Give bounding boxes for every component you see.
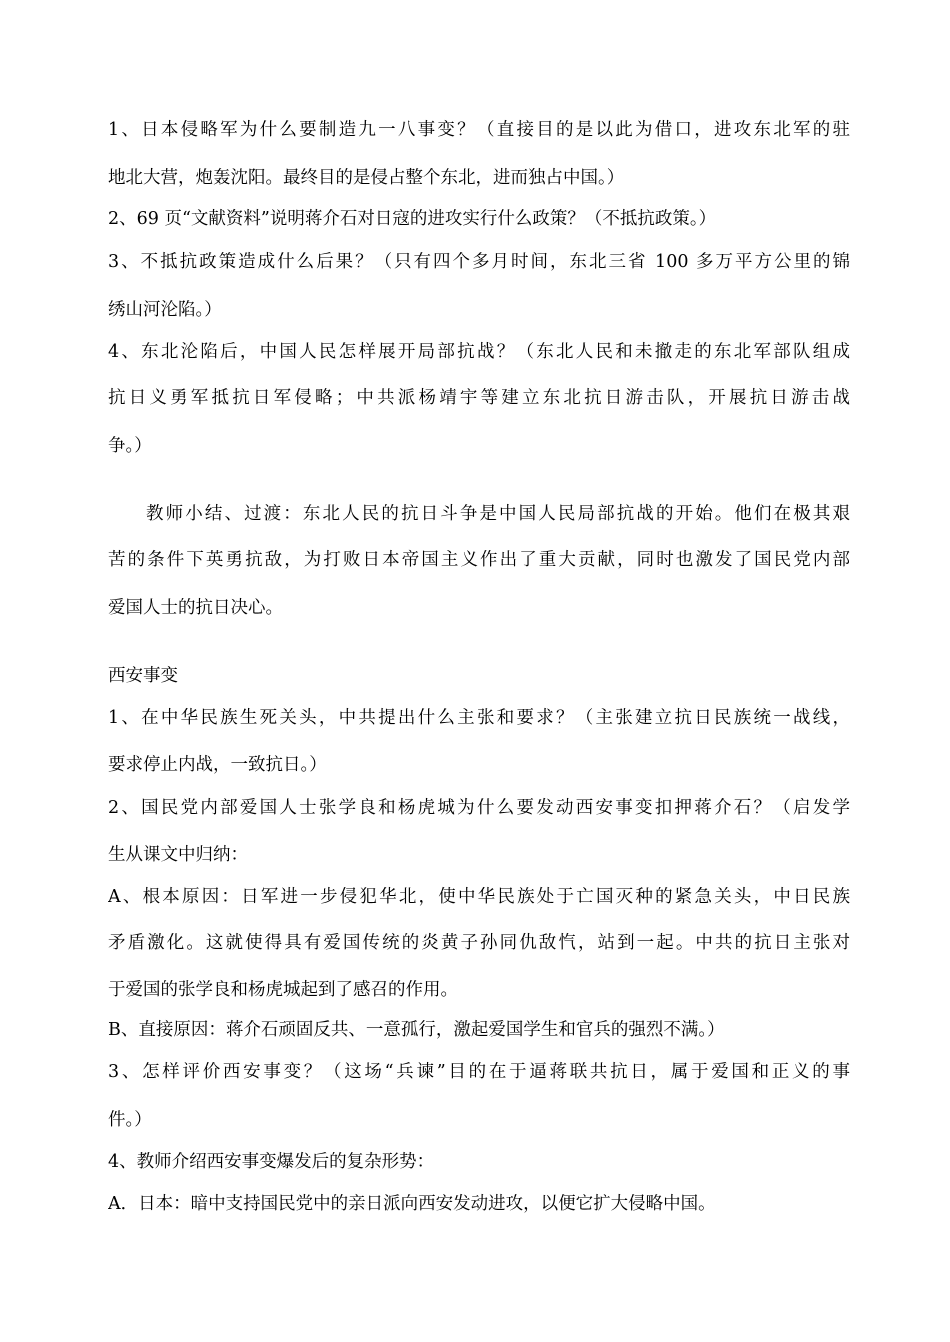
x-q2-line-1: 2、国民党内部爱国人士张学良和杨虎城为什么要发动西安事变扣押蒋介石？（启发学 <box>108 798 850 818</box>
q4-line-1: 4、东北沦陷后，中国人民怎样展开局部抗战？（东北人民和未撤走的东北军部队组成 <box>108 342 850 362</box>
x-q3-line-2: 件。） <box>108 1110 152 1130</box>
q4-line-3: 争。） <box>108 436 152 456</box>
x-q4-a-line-1: A．日本：暗中支持国民党中的亲日派向西安发动进攻，以便它扩大侵略中国。 <box>108 1194 716 1214</box>
x-q4-line-1: 4、教师介绍西安事变爆发后的复杂形势： <box>108 1152 435 1172</box>
x-q3-line-1: 3、怎样评价西安事变？（这场“兵谏”目的在于逼蒋联共抗日，属于爱国和正义的事 <box>108 1062 850 1082</box>
q1-line-2: 地北大营，炮轰沈阳。最终目的是侵占整个东北，进而独占中国。） <box>108 168 625 188</box>
x-q1-line-2: 要求停止内战，一致抗日。） <box>108 755 327 775</box>
q2-line-1: 2、69 页“文献资料”说明蒋介石对日寇的进攻实行什么政策？（不抵抗政策。） <box>108 209 717 229</box>
q3-line-1: 3、不抵抗政策造成什么后果？（只有四个多月时间，东北三省 100 多万平方公里的锦 <box>108 252 850 272</box>
q1-line-1: 1、日本侵略军为什么要制造九一八事变？（直接目的是以此为借口，进攻东北军的驻 <box>108 120 850 140</box>
x-q2-a-line-3: 于爱国的张学良和杨虎城起到了感召的作用。 <box>108 980 458 1000</box>
q4-line-2: 抗日义勇军抵抗日军侵略；中共派杨靖宇等建立东北抗日游击队，开展抗日游击战 <box>108 388 850 408</box>
x-q2-line-2: 生从课文中归纳： <box>108 845 248 865</box>
summary-line-2: 苦的条件下英勇抗敌，为打败日本帝国主义作出了重大贡献，同时也激发了国民党内部 <box>108 550 850 570</box>
section-heading: 西安事变 <box>108 666 178 686</box>
summary-line-3: 爱国人士的抗日决心。 <box>108 598 283 618</box>
x-q2-a-line-1: A、根本原因：日军进一步侵犯华北，使中华民族处于亡国灭种的紧急关头，中日民族 <box>108 887 850 907</box>
x-q2-b-line-1: B、直接原因：蒋介石顽固反共、一意孤行，激起爱国学生和官兵的强烈不满。） <box>108 1020 725 1040</box>
q3-line-2: 绣山河沦陷。） <box>108 300 222 320</box>
summary-line-1: 教师小结、过渡：东北人民的抗日斗争是中国人民局部抗战的开始。他们在极其艰 <box>146 504 850 524</box>
x-q1-line-1: 1、在中华民族生死关头，中共提出什么主张和要求？（主张建立抗日民族统一战线， <box>108 708 850 728</box>
x-q2-a-line-2: 矛盾激化。这就使得具有爱国传统的炎黄子孙同仇敌忾，站到一起。中共的抗日主张对 <box>108 933 850 953</box>
